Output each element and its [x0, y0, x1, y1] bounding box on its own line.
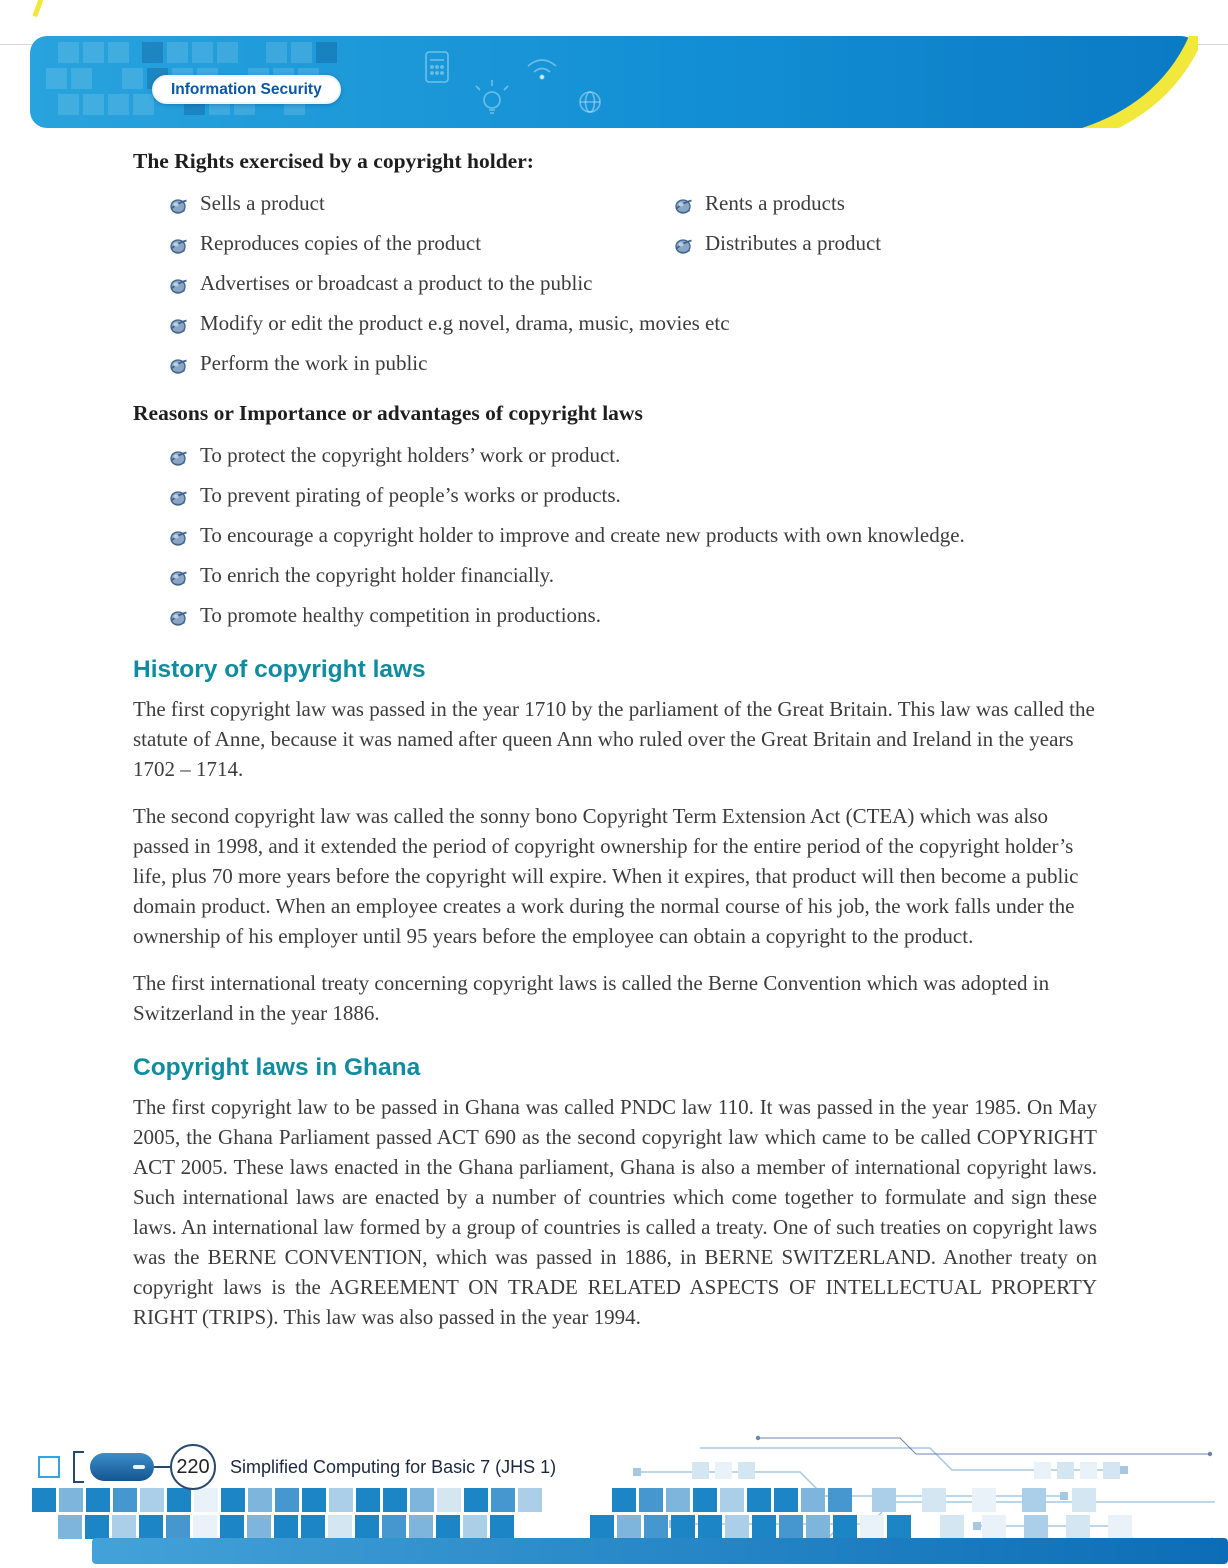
page-content — [0, 128, 1228, 1349]
rights-row — [133, 188, 1097, 218]
list-item — [133, 228, 638, 258]
globe-bullet-icon — [168, 565, 188, 583]
list-item — [638, 228, 1097, 258]
list-item-text: To encourage a copyright holder to improve and create new products with own knowledge. — [200, 523, 965, 547]
ghana-paragraph: The first copyright law to be passed in Ghana was called PNDC law 110. It was passed in the year 1985. On May 2005, the Ghana Parliament passed ACT 690 as the second copyright law which came to be called COPYRIGHT ACT 2005. These laws enacted in the Ghana parliament, Ghana is also a member of international copyright laws. Such international laws are enacted by a number of countries which come together to formulate and sign these laws. An international law formed by a group of countries is called a treaty. One of such treaties on copyright laws was the BERNE CONVENTION, which was passed in 1886, in BERNE SWITZERLAND. Another treaty on copyright laws is the AGREEMENT ON TRADE RELATED ASPECTS OF INTELLECTUAL PROPERTY RIGHT (TRIPS). This law was also passed in the year 1994. — [133, 1095, 1097, 1329]
globe-bullet-icon — [168, 485, 188, 503]
page-number-badge — [170, 1444, 216, 1490]
history-paragraph: The second copyright law was called the sonny bono Copyright Term Extension Act (CTEA) which was also passed in 1998, and it extended the period of copyright ownership for the entire period of the copyright holder’s life, plus 70 more years before the copyright will expire. When it expires, that product will then become a public domain product. When an employee creates a work during the normal course of his job, the work falls under the ownership of his employer until 95 years before the employee can obtain a copyright to the product. — [133, 804, 1079, 948]
footer-connector-line — [154, 1466, 170, 1469]
globe-bullet-icon — [168, 193, 188, 211]
ghana-heading: Copyright laws in Ghana — [133, 1054, 421, 1081]
globe-bullet-icon — [673, 193, 693, 211]
rights-heading: The Rights exercised by a copyright holder: — [133, 149, 534, 173]
book-title: Simplified Computing for Basic 7 (JHS 1) — [230, 1456, 557, 1477]
bottom-bar — [92, 1538, 1228, 1564]
list-item-text: To enrich the copyright holder financially. — [200, 563, 555, 587]
globe-bullet-icon — [168, 525, 188, 543]
history-paragraph: The first copyright law was passed in the year 1710 by the parliament of the Great Britain. This law was called the statute of Anne, because it was named after queen Ann who ruled over the Great Britain and Ireland in the years 1702 – 1714. — [133, 697, 1095, 781]
list-item-text: Distributes a product — [705, 231, 882, 255]
list-item-text: To prevent pirating of people’s works or products. — [200, 483, 621, 507]
footer-square-decoration — [38, 1456, 60, 1478]
list-item-text: Modify or edit the product e.g novel, drama, music, movies etc — [200, 311, 730, 335]
rights-row — [133, 228, 1097, 258]
globe-bullet-icon — [673, 233, 693, 251]
list-item — [133, 480, 1097, 510]
header-banner — [30, 36, 1198, 128]
list-item — [638, 188, 1097, 218]
list-item-text: To protect the copyright holders’ work or product. — [200, 443, 621, 467]
list-item — [133, 348, 1097, 378]
list-item-text: Advertises or broadcast a product to the public — [200, 271, 593, 295]
globe-bullet-icon — [168, 605, 188, 623]
history-paragraph: The first international treaty concerning copyright laws is called the Berne Convention which was adopted in Switzerland in the year 1886. — [133, 971, 1050, 1025]
footer-capsule-decoration — [90, 1453, 154, 1481]
list-item-text: To promote healthy competition in productions. — [200, 603, 601, 627]
globe-bullet-icon — [168, 233, 188, 251]
section-badge-label: Information Security — [171, 80, 322, 98]
footer — [38, 1444, 556, 1490]
list-item-text: Sells a product — [200, 191, 325, 215]
corner-accent-tick — [32, 0, 44, 17]
list-item — [133, 188, 638, 218]
list-item — [133, 560, 1097, 590]
globe-bullet-icon — [168, 353, 188, 371]
globe-bullet-icon — [168, 445, 188, 463]
footer-bracket-decoration — [73, 1451, 84, 1483]
globe-bullet-icon — [168, 313, 188, 331]
reasons-heading: Reasons or Importance or advantages of copyright laws — [133, 401, 643, 425]
list-item-text: Reproduces copies of the product — [200, 231, 482, 255]
page-number: 220 — [176, 1455, 210, 1478]
globe-bullet-icon — [168, 273, 188, 291]
list-item — [133, 308, 1097, 338]
list-item-text: Perform the work in public — [200, 351, 428, 375]
list-item — [133, 440, 1097, 470]
list-item — [133, 268, 1097, 298]
list-item-text: Rents a products — [705, 191, 845, 215]
list-item — [133, 520, 1097, 550]
section-badge — [152, 75, 341, 104]
history-heading: History of copyright laws — [133, 656, 426, 683]
list-item — [133, 600, 1097, 630]
